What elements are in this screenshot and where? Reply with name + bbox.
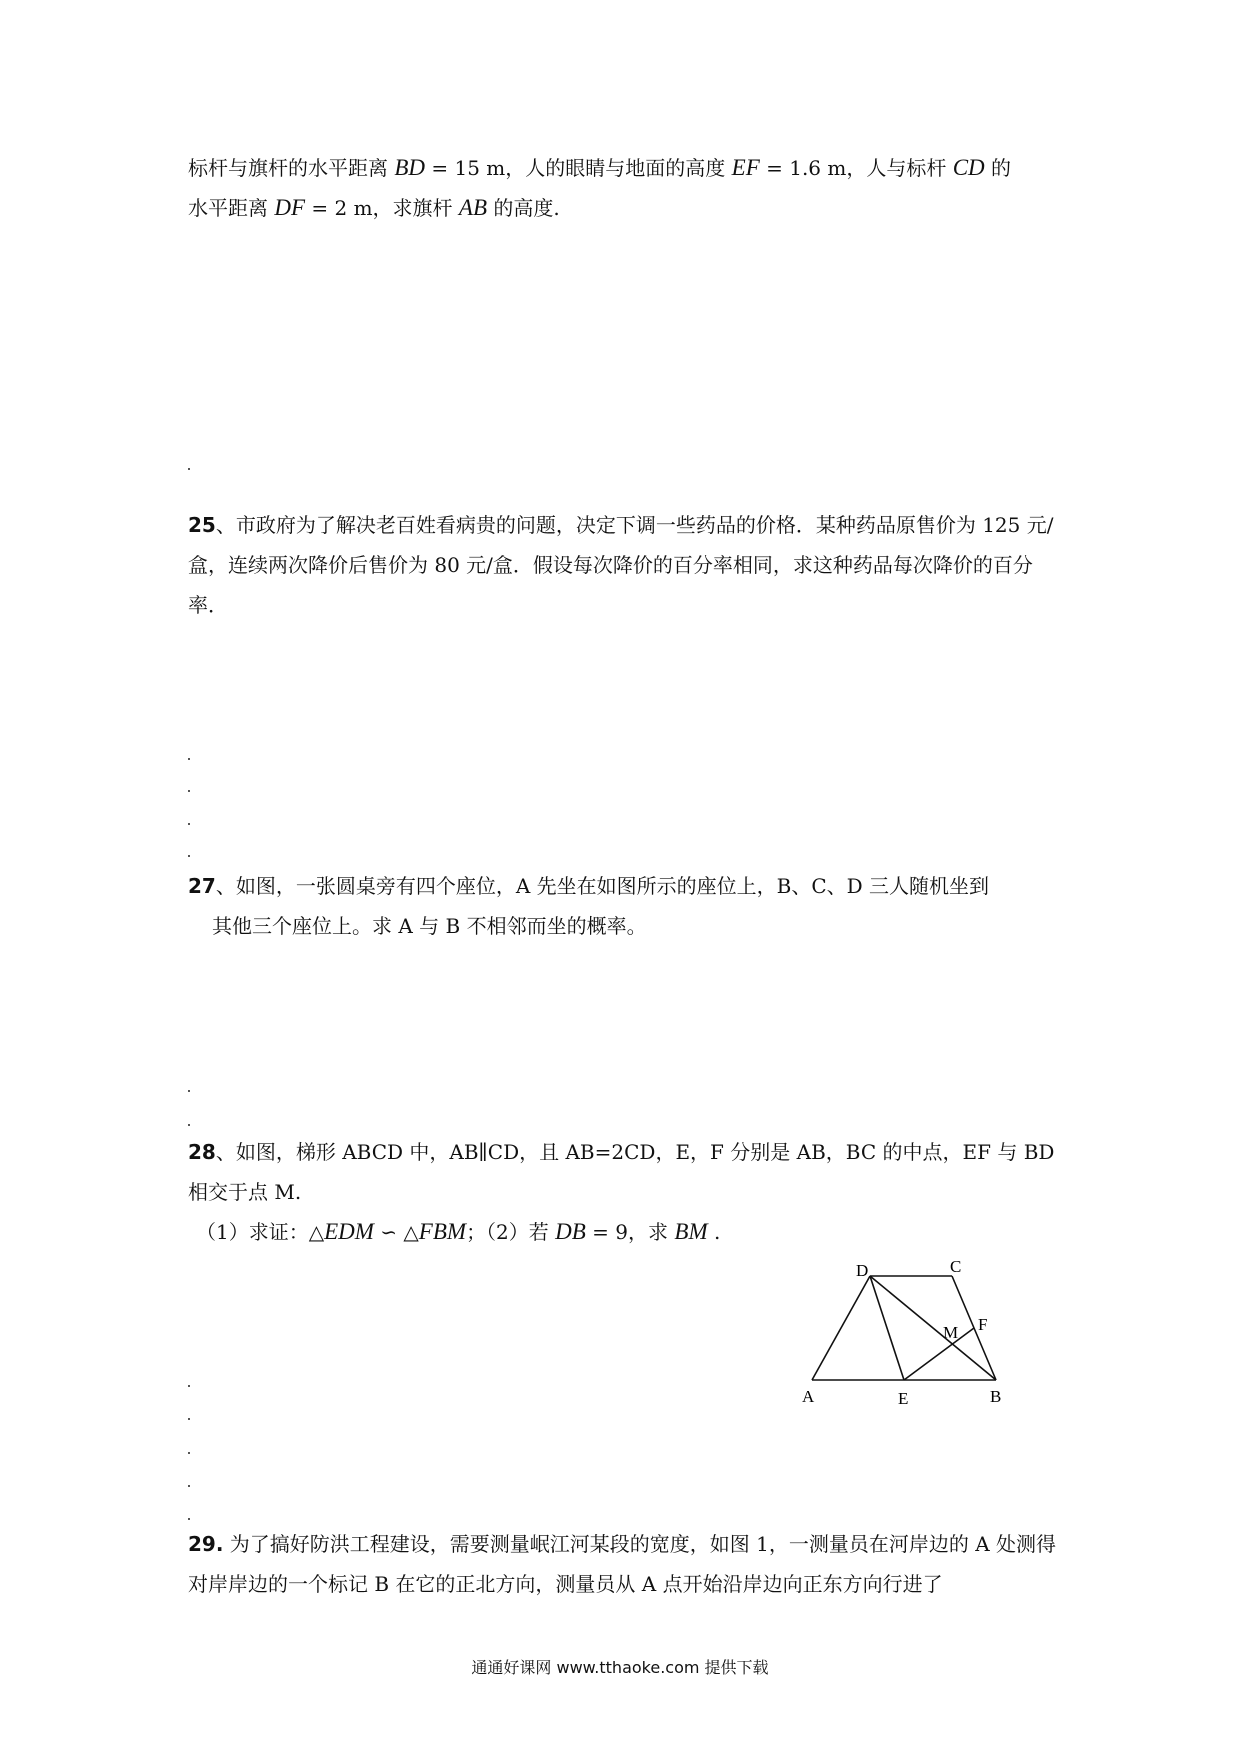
margin-dot [188, 1452, 190, 1454]
q24-math-ef: EF [731, 155, 760, 180]
margin-dot [188, 1418, 190, 1420]
q24-math-ab: AB [458, 195, 488, 220]
label-f: F [978, 1315, 988, 1334]
segment-de [870, 1276, 904, 1380]
q28-sub-text: （1）求证：△ [196, 1220, 325, 1244]
q28-text: 、如图，梯形 ABCD 中，AB∥CD，且 AB=2CD，E，F 分别是 AB，BC 的中点，EF 与 BD 相交于点 M. [188, 1140, 1055, 1204]
margin-dot [188, 1090, 190, 1092]
q24-paragraph [188, 148, 1068, 228]
q29-number: 29. [188, 1532, 224, 1556]
label-b: B [990, 1387, 1002, 1406]
margin-dot [188, 823, 190, 825]
page-footer: 通通好课网 www.tthaoke.com 提供下载 [471, 1658, 769, 1677]
q29-text: 为了搞好防洪工程建设，需要测量岷江河某段的宽度，如图 1，一测量员在河岸边的 A 处测得对岸岸边的一个标记 B 在它的正北方向，测量员从 A 点开始沿岸边向正东方向行进了 [188, 1532, 1057, 1596]
label-a: A [802, 1387, 815, 1406]
q27-number: 27 [188, 874, 216, 898]
trapezoid-figure [800, 1260, 1020, 1420]
margin-dot [188, 790, 190, 792]
margin-dot [188, 758, 190, 760]
q27-line1: 、如图，一张圆桌旁有四个座位，A 先坐在如图所示的座位上，B、C、D 三人随机坐到 [215, 874, 990, 898]
margin-dot [188, 1124, 190, 1126]
q28-paragraph [188, 1132, 1068, 1252]
edge-ad [812, 1276, 870, 1380]
q28-sub-text: = 9，求 [585, 1220, 675, 1244]
margin-dot [188, 855, 190, 857]
q28-sub-text: ；（2）若 [466, 1220, 556, 1244]
q28-math-bm: BM [674, 1219, 708, 1244]
q24-math-df: DF [274, 195, 306, 220]
label-m: M [943, 1323, 959, 1342]
q24-text: 的 [984, 156, 1012, 180]
label-e: E [898, 1389, 909, 1408]
label-d: D [856, 1261, 869, 1280]
q28-sub-text: . [707, 1220, 721, 1244]
q24-math-cd: CD [952, 155, 985, 180]
q24-text: = 15 m，人的眼睛与地面的高度 [425, 156, 732, 180]
q29-paragraph [188, 1524, 1068, 1604]
q28-sub-text: ∽ △ [373, 1220, 419, 1244]
q27-paragraph [188, 866, 1068, 946]
margin-dot [188, 1518, 190, 1520]
q25-text: 、市政府为了解决老百姓看病贵的问题，决定下调一些药品的价格．某种药品原售价为 125 元/盒，连续两次降价后售价为 80 元/盒．假设每次降价的百分率相同，求这种药品每次降价的百分率． [188, 513, 1054, 617]
q25-paragraph [188, 505, 1068, 625]
q28-math-fbm: FBM [418, 1219, 467, 1244]
q24-math-bd: BD [394, 155, 426, 180]
q24-text: = 2 m，求旗杆 [305, 196, 459, 220]
q25-number: 25 [188, 513, 216, 537]
margin-dot [188, 1385, 190, 1387]
q24-text: 的高度. [487, 196, 560, 220]
q28-math-db: DB [555, 1219, 586, 1244]
q27-line2: 其他三个座位上。求 A 与 B 不相邻而坐的概率。 [212, 914, 647, 938]
q28-number: 28 [188, 1140, 216, 1164]
margin-dot [188, 468, 190, 470]
q24-text: = 1.6 m，人与标杆 [759, 156, 953, 180]
q24-text: 水平距离 [188, 196, 275, 220]
margin-dot [188, 1485, 190, 1487]
q28-math-edm: EDM [324, 1219, 374, 1244]
label-c: C [950, 1260, 962, 1276]
q24-text: 标杆与旗杆的水平距离 [188, 156, 395, 180]
